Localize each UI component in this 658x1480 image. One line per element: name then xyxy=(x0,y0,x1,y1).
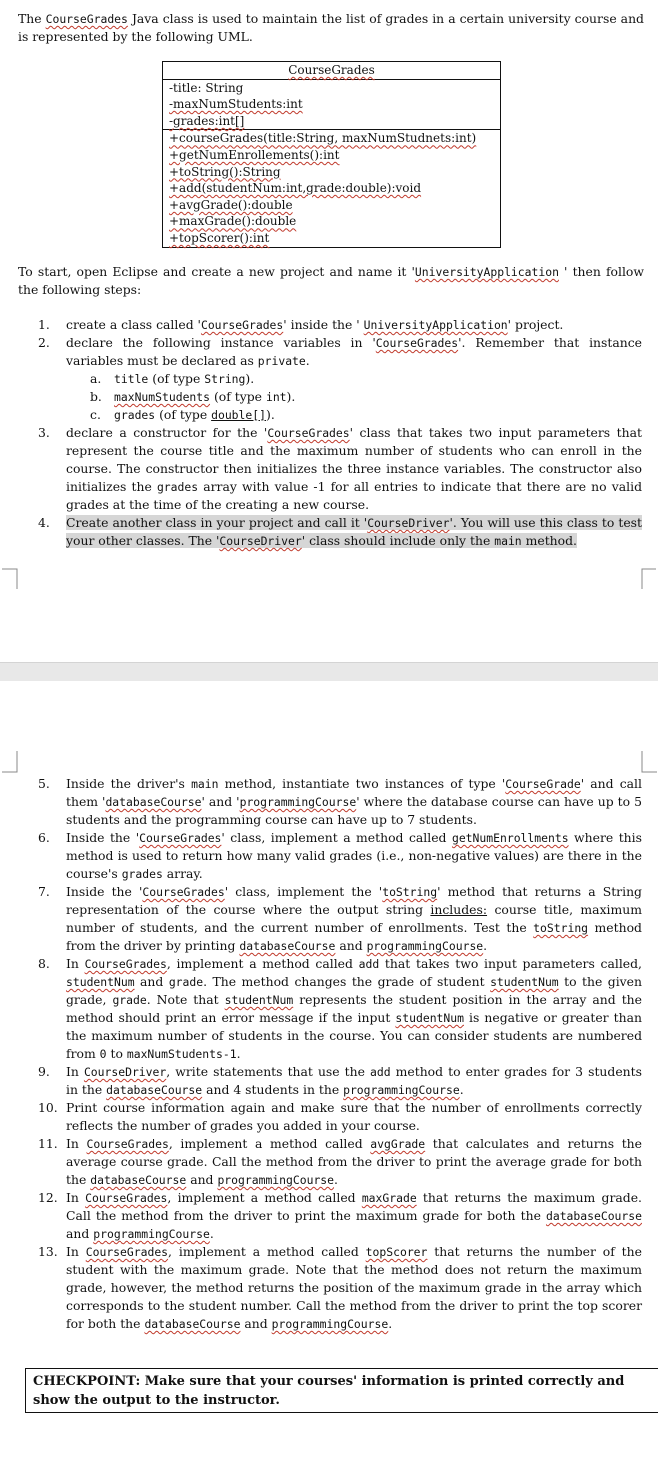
crop-mark-icon xyxy=(2,751,18,773)
class-name: CourseGrades xyxy=(45,12,128,26)
list-item: 8. In CourseGrades, implement a method called add that takes two input parameters called, studentNum and grade. The method changes the grade of student studentNum to the given grade, grade. Note that studentNum represents the student position in the array and the method should print an error message if the input studentNum is negative or greater than the maximum number of students in the course. You can consider students are numbered from 0 to maxNumStudents-1. xyxy=(38,956,642,1061)
crop-mark-icon xyxy=(641,568,657,590)
list-item: 11. In CourseGrades, implement a method called avgGrade that calculates and returns the average course grade. Call the method from the driver to print the average grade for both the databaseCourse and programmingCourse. xyxy=(38,1136,642,1187)
list-item: 9. In CourseDriver, write statements that use the add method to enter grades for 3 students in the databaseCourse and 4 students in the programmingCourse. xyxy=(38,1064,642,1097)
sub-item: b. maxNumStudents (of type int). xyxy=(90,389,296,404)
list-item: 1. create a class called 'CourseGrades' inside the ' UniversityApplication' project. xyxy=(38,317,564,332)
intro-paragraph: The CourseGrades Java class is used to maintain the list of grades in a certain university course and is represented by the following UML. xyxy=(18,11,644,44)
uml-method: +avgGrade():double xyxy=(169,197,293,212)
page-gap xyxy=(0,662,658,682)
crop-mark-icon xyxy=(2,568,18,590)
list-item: 13. In CourseGrades, implement a method called topScorer that returns the number of the student with the maximum grade. Note that the method does not return the maximum grade, however, the method returns the position of the maximum grade in the array which corresponds to the student number. Call the method from the driver to print the top scorer for both the databaseCourse and programmingCourse. xyxy=(38,1244,642,1331)
uml-method: +maxGrade():double xyxy=(169,214,297,229)
steps-list-2 xyxy=(0,775,642,1333)
page-1 xyxy=(0,0,658,662)
list-item: 4. Create another class in your project and call it 'CourseDriver'. You will use this class to test your other classes. The 'CourseDriver' class should include only the main method. xyxy=(38,515,643,548)
uml-class-name: CourseGrades xyxy=(288,63,375,77)
steps-list-1 xyxy=(0,316,642,550)
uml-method: +toString():String xyxy=(169,164,281,179)
uml-method: +topScorer():int xyxy=(169,230,270,245)
list-item: 6. Inside the 'CourseGrades' class, implement a method called getNumEnrollments where this method is used to return how many valid grades (i.e., non-negative values) are there in the course's grades array. xyxy=(38,830,642,881)
page-2 xyxy=(0,681,658,1480)
sub-item: c. grades (of type double[]). xyxy=(90,407,275,422)
crop-mark-icon xyxy=(641,751,657,773)
list-item: 7. Inside the 'CourseGrades' class, implement the 'toString' method that returns a String representation of the course where the output string includes: course title, maximum number of students, and the current number of enrollments. Test the toString method from the driver by printing databaseCourse and programmingCourse. xyxy=(38,884,643,953)
sub-list xyxy=(66,370,642,424)
uml-method: +add(studentNum:int,grade:double):void xyxy=(169,181,422,196)
list-item: 2. declare the following instance variables in 'CourseGrades'. Remember that instance variables must be declared as private. a. title (of type String). b. maxNumStudents (of type int). c. grades (of type double[]). xyxy=(38,335,642,422)
list-item: 12. In CourseGrades, implement a method called maxGrade that returns the maximum grade. Call the method from the driver to print the maximum grade for both the databaseCourse and programmingCourse. xyxy=(38,1190,642,1241)
list-item: 3. declare a constructor for the 'CourseGrades' class that takes two input parameters that represent the course title and the maximum number of students who can enroll in the course. The constructor then initializes the three instance variables. The constructor also initializes the grades array with value -1 for all entries to indicate that there are no valid grades at the time of the creating a new course. xyxy=(38,425,642,512)
uml-diagram xyxy=(162,61,501,248)
uml-method: +getNumEnrollements():int xyxy=(169,147,340,162)
uml-attribute: -title: String xyxy=(169,80,244,95)
list-item: 10. Print course information again and make sure that the number of enrollments correctly reflects the number of grades you added in your course. xyxy=(38,1100,642,1133)
uml-attribute: -maxNumStudents:int xyxy=(169,97,303,112)
sub-item: a. title (of type String). xyxy=(90,371,255,386)
uml-attribute: -grades:int[] xyxy=(169,113,245,128)
checkpoint-box: CHECKPOINT: Make sure that your courses' information is printed correctly and show the output to the instructor. xyxy=(25,1368,658,1413)
list-item: 5. Inside the driver's main method, instantiate two instances of type 'CourseGrade' and call them 'databaseCourse' and 'programmingCourse' where the database course can have up to 5 students and the programming course can have up to 7 students. xyxy=(38,776,642,827)
start-paragraph: To start, open Eclipse and create a new project and name it 'UniversityApplication ' then follow the following steps: xyxy=(18,264,644,297)
uml-methods xyxy=(163,129,500,246)
uml-attributes xyxy=(163,79,500,130)
uml-method: +courseGrades(title:String, maxNumStudnets:int) xyxy=(169,131,477,146)
